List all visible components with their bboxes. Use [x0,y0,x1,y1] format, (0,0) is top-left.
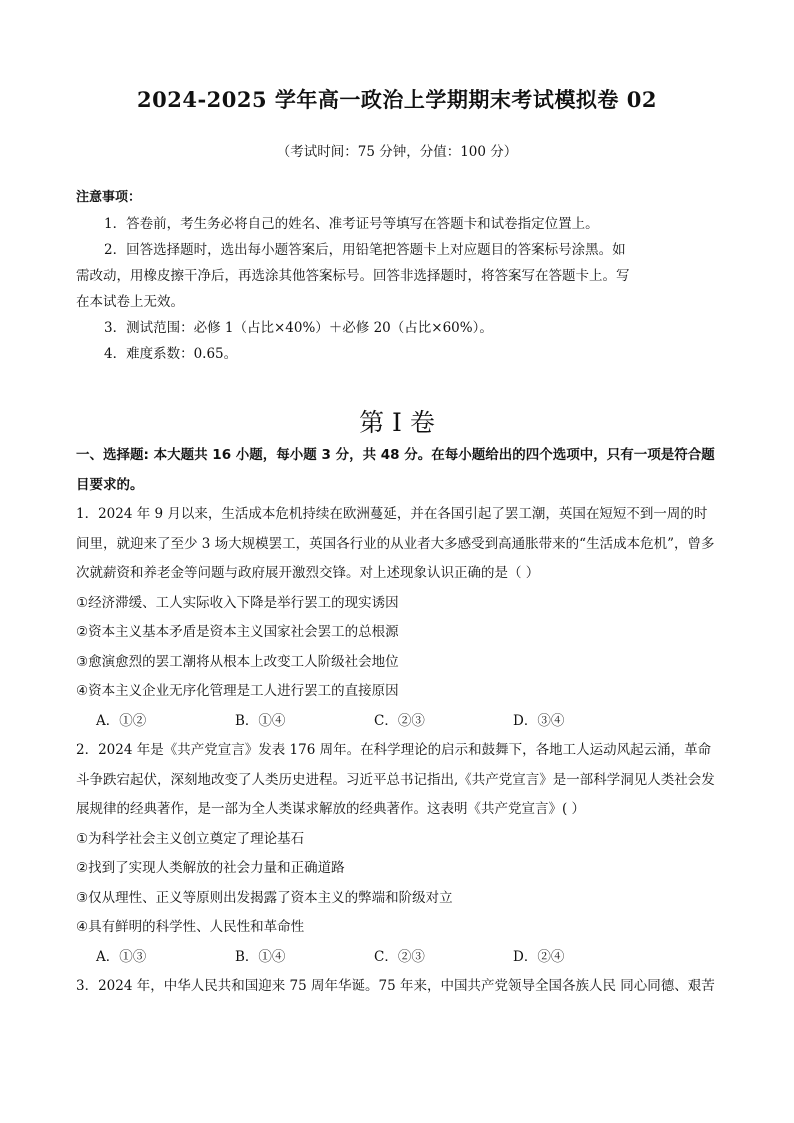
section-instruction: 一、选择题: 本大题共 16 小题，每小题 3 分，共 48 分。在每小题给出的四个选项中，只有一项是符合题目要求的。 [76,447,715,493]
question-2-statement-2: ②找到了实现人类解放的社会力量和正确道路 [76,860,345,876]
question-2-stem: 2．2024 年是《共产党宣言》发表 176 周年。在科学理论的启示和鼓舞下，各地工人运动风起云涌，革命斗争跌宕起伏，深刻地改变了人类历史进程。习近平总书记指出,《共产党宣言》是一部科学洞见人类社会发展规律的经典著作，是一部为全人类谋求解放的经典著作。这表明《共产党宣言》( ） [76,742,715,817]
question-1-option-a: A．①② [96,712,147,729]
notes-heading: 注意事项： [76,190,142,205]
question-2-options [76,943,718,973]
question-2-option-b: B．①④ [235,948,286,965]
page-title: 2024-2025 学年高一政治上学期期末考试模拟卷 02 [137,87,657,112]
question-1-statement-2: ②资本主义基本矛盾是资本主义国家社会罢工的总根源 [76,624,399,640]
question-2-option-d: D．②④ [513,948,565,965]
question-1-statement-3: ③愈演愈烈的罢工潮将从根本上改变工人阶级社会地位 [76,653,399,670]
note-item-2-line-2: 需改动，用橡皮擦干净后，再选涂其他答案标号。回答非选择题时，将答案写在答题卡上。写 [76,268,630,284]
note-item-4: 4．难度系数：0.65。 [104,346,238,362]
exam-subtitle: （考试时间：75 分钟，分值：100 分） [276,144,518,160]
question-1-option-d: D．③④ [513,712,565,729]
question-3-stem: 3．2024 年，中华人民共和国迎来 75 周年华诞。75 年来，中国共产党领导全国各族人民 同心同德、艰苦 [76,978,715,994]
question-1-stem: 1．2024 年 9 月以来，生活成本危机持续在欧洲蔓延，并在各国引起了罢工潮，英国在短短不到一周的时间里，就迎来了至少 3 场大规模罢工，英国各行业的从业者大多感受到高通胀带来的“生活成本危机”，曾多次就薪资和养老金等问题与政府展开激烈交锋。对上述现象认识正确的是（ ） [76,506,715,581]
question-2-statement-3: ③仅从理性、正义等原则出发揭露了资本主义的弊端和阶级对立 [76,889,453,906]
question-1-option-c: C．②③ [374,712,425,729]
question-1-options [76,707,718,737]
question-1-statement-4: ④资本主义企业无序化管理是工人进行罢工的直接原因 [76,683,399,699]
question-2-statement-4: ④具有鲜明的科学性、人民性和革命性 [76,919,305,935]
note-item-3: 3．测试范围：必修 1（占比×40%）＋必修 20（占比×60%）。 [104,320,493,336]
question-2-option-c: C．②③ [374,948,425,965]
note-item-1: 1．答卷前，考生务必将自己的姓名、准考证号等填写在答题卡和试卷指定位置上。 [104,216,599,232]
notes-block [76,185,666,367]
question-2-option-a: A．①③ [96,948,147,965]
question-1-option-b: B．①④ [235,712,286,729]
note-item-2-line-3: 在本试卷上无效。 [76,294,184,310]
question-1-statement-1: ①经济滞缓、工人实际收入下降是举行罢工的现实诱因 [76,594,399,611]
questions-area [76,441,718,1002]
question-2-statement-1: ①为科学社会主义创立奠定了理论基石 [76,830,305,847]
section-title: 第 I 卷 [359,408,435,437]
note-item-2-line-1: 2．回答选择题时，选出每小题答案后，用铅笔把答题卡上对应题目的答案标号涂黑。如 [104,242,626,258]
